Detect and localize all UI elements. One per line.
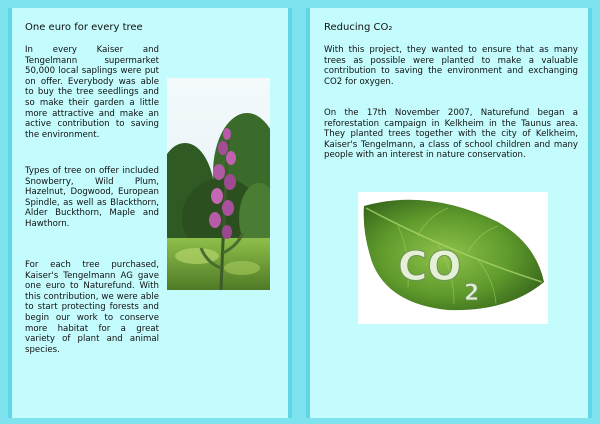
left-page-paragraph-3: For each tree purchased, Kaiser's Tengelmann AG gave one euro to Naturefund. With this contribution, we were able to start protecting forests and begin our work to conserve more habitat for a great variety of plant and animal species.: [25, 260, 159, 355]
co2-leaf-photo: [358, 192, 548, 324]
left-page-paragraph-1: In every Kaiser and Tengelmann supermarket 50,000 local saplings were put on offer. Everybody was able to buy the tree seedlings and so make their garden a little more attractive and make an active contribution to saving the environment.: [25, 45, 159, 140]
co2-leaf-subscript: 2: [464, 281, 480, 306]
co2-leaf-text: CO: [398, 244, 462, 290]
right-page-paragraph-2: On the 17th November 2007, Naturefund began a reforestation campaign in Kelkheim in the Taunus area. They planted trees together with the city of Kelkheim, Kaiser's Tengelmann, a class of school children and many people with an interest in nature conservation.: [324, 108, 578, 161]
left-page-paragraph-2: Types of tree on offer included Snowberry, Wild Plum, Hazelnut, Dogwood, European Spindle, as well as Blackthorn, Alder Buckthorn, Maple and Hawthorn.: [25, 166, 159, 229]
foxglove-image: [167, 78, 270, 290]
right-page-paragraph-1: With this project, they wanted to ensure that as many trees as possible were planted to make a valuable contribution to saving the environment and exchanging CO2 for oxygen.: [324, 45, 578, 87]
foxglove-photo: [167, 78, 270, 290]
left-page: [8, 8, 292, 418]
right-page: [306, 8, 592, 418]
right-page-title: Reducing CO₂: [324, 22, 393, 33]
co2-leaf-image: [358, 192, 548, 324]
left-page-title: One euro for every tree: [25, 22, 143, 33]
